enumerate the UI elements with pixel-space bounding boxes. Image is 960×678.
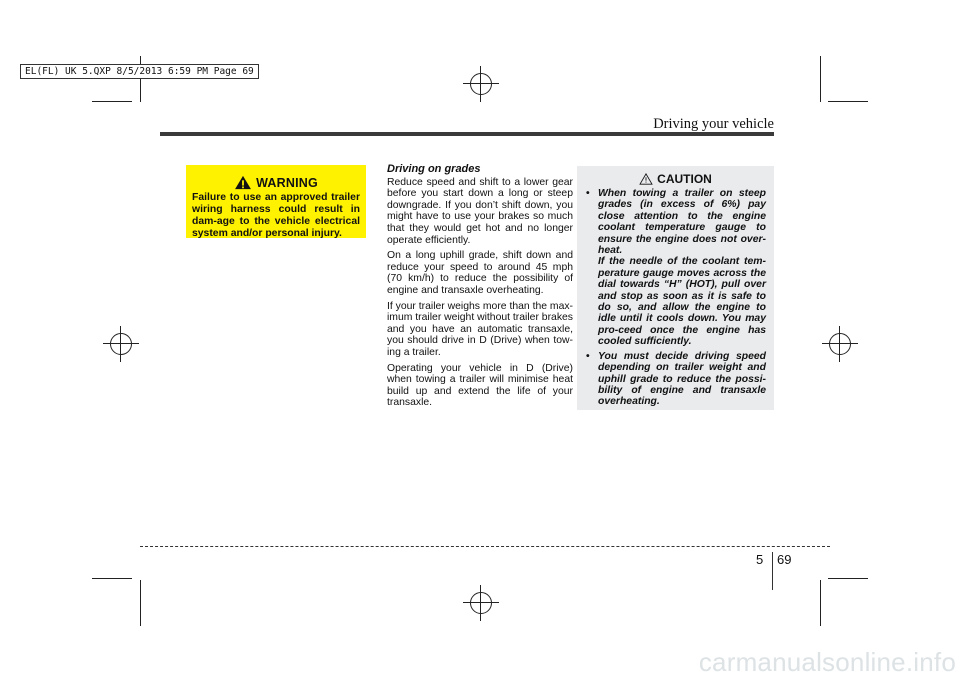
page-number: 69 [777, 552, 792, 567]
caution-triangle-icon [639, 173, 653, 185]
registration-mark-bottom [463, 585, 499, 621]
caution-title: CAUTION [657, 172, 712, 186]
caution-header [585, 172, 766, 186]
section-heading: Driving on grades [387, 163, 481, 175]
paragraph: On a long uphill grade, shift down and reduce your speed to around 45 mph (70 km/h) to reduce the possibility of engine and transaxle overheating. [387, 250, 573, 296]
header-rule [160, 132, 774, 136]
registration-mark-top [463, 66, 499, 102]
paragraph: Reduce speed and shift to a lower gear before you start down a long or steep downgrade. If you don’t shift down, you might have to use your brakes so much that they would get hot and no longer operate efficiently. [387, 176, 573, 246]
crop-mark [828, 578, 868, 579]
warning-triangle-icon [234, 175, 252, 190]
caution-list [585, 188, 766, 408]
page-separator [772, 552, 773, 590]
paragraph: If your trailer weighs more than the max-imum trailer weight without trailer brakes and you have an automatic transaxle, you should drive in D (Drive) when tow-ing a trailer. [387, 300, 573, 358]
warning-title: WARNING [256, 175, 318, 190]
footer-rule [140, 546, 830, 547]
crop-mark [140, 56, 141, 102]
warning-box [186, 165, 366, 238]
crop-mark [92, 101, 132, 102]
caution-item-text: When towing a trailer on steep grades (in excess of 6%) pay close attention to the engine coolant temperature gauge to ensure the engine does not over-heat. [598, 188, 766, 257]
crop-mark [828, 101, 868, 102]
driving-on-grades-section [387, 164, 573, 413]
crop-mark [820, 56, 821, 102]
watermark: carmanualsonline.info [698, 647, 956, 677]
caution-item [585, 188, 766, 348]
caution-item [585, 351, 766, 408]
registration-mark-left [103, 326, 139, 362]
registration-mark-right [822, 326, 858, 362]
caution-item-extra: If the needle of the coolant tem-perature gauge moves across the dial towards “H” (HOT), pull over and stop as soon as it is safe to do so, and allow the engine to idle until it cools down. You may pro-ceed once the engine has cooled sufficiently. [598, 256, 766, 348]
section-title: Driving your vehicle [653, 116, 774, 132]
crop-mark [92, 578, 132, 579]
print-slug: EL(FL) UK 5.QXP 8/5/2013 6:59 PM Page 69 [20, 64, 259, 79]
crop-mark [820, 580, 821, 626]
bullet: • [586, 188, 590, 199]
paragraph: Operating your vehicle in D (Drive) when towing a trailer will minimise heat build up and extend the life of your transaxle. [387, 362, 573, 409]
chapter-number: 5 [756, 552, 764, 567]
bullet: • [586, 350, 590, 362]
warning-text: Failure to use an approved trailer wiring harness could result in dam-age to the vehicle electrical system and/or personal injury. [192, 192, 360, 239]
warning-header [192, 175, 360, 190]
caution-box [577, 166, 774, 410]
caution-item-text: You must decide driving speed depending on trailer weight and uphill grade to reduce the possi-bility of engine and transaxle overheating. [598, 350, 766, 408]
crop-mark [140, 580, 141, 626]
